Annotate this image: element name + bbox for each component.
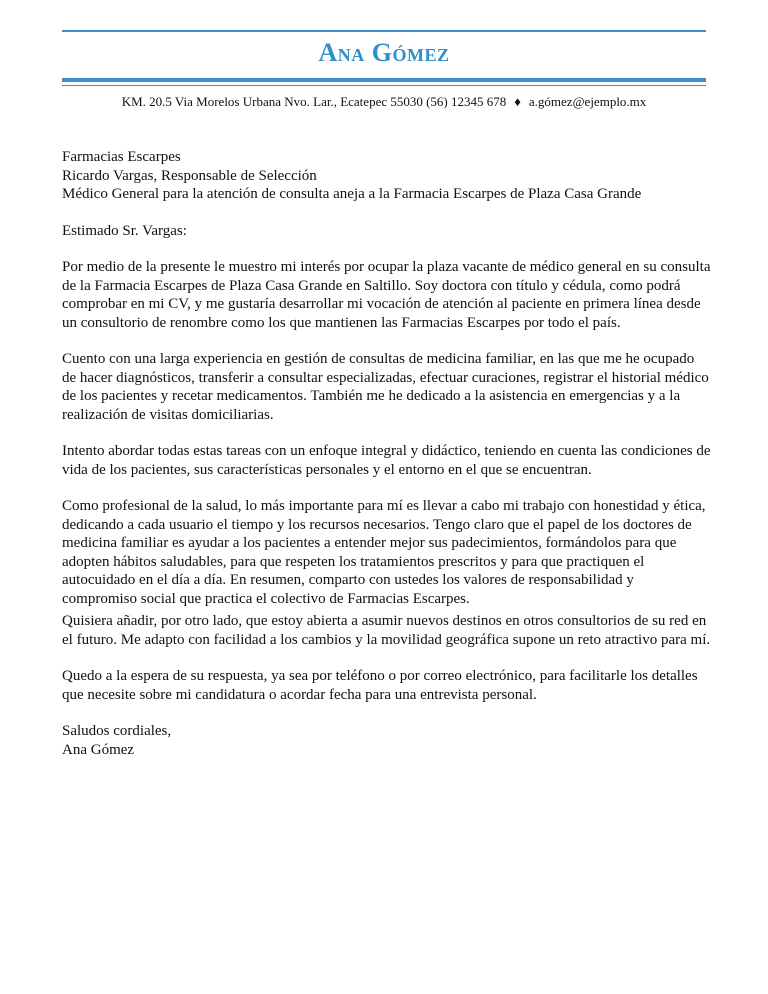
- recipient-contact: Ricardo Vargas, Responsable de Selección: [62, 167, 317, 184]
- recipient-position: Médico General para la atención de consulta aneja a la Farmacia Escarpes de Plaza Casa Grande: [62, 186, 642, 202]
- contact-line: [62, 94, 706, 110]
- paragraph-4: Como profesional de la salud, lo más importante para mí es llevar a cabo mi trabajo con honestidad y ética, dedicando a cada usuario el tiempo y los recursos necesarios. Tengo claro que el papel de los doctores de medicina familiar es ayudar a los pacientes a entender mejor sus padecimientos, formándolos para que adopten hábitos saludables, para que respeten los tratamientos prescritos y para que practiquen el autocuidado en el día a día. En resumen, comparto con ustedes los valores de responsabilidad y compromiso social que practica el colectivo de Farmacias Escarpes.: [62, 498, 706, 607]
- signature-name: Ana Gómez: [62, 741, 135, 758]
- contact-address: KM. 20.5 Via Morelos Urbana Nvo. Lar., Ecatepec 55030 (56) 12345 678: [121, 94, 507, 109]
- header-top-rule: [62, 30, 706, 32]
- contact-email: a.gómez@ejemplo.mx: [528, 94, 647, 109]
- header-thick-rule: [62, 78, 706, 82]
- paragraph-5: Quisiera añadir, por otro lado, que estoy abierta a asumir nuevos destinos en otros consultorios de su red en el futuro. Me adapto con facilidad a los cambios y la movilidad geográfica supone un reto atractivo para mí.: [62, 613, 711, 648]
- paragraph-3: Intento abordar todas estas tareas con un enfoque integral y didáctico, teniendo en cuenta las condiciones de vida de los pacientes, sus características personales y el entorno en el que se encuentran.: [62, 443, 711, 478]
- letter-body: [62, 148, 712, 759]
- header-thin-rule: [62, 85, 706, 86]
- recipient-company: Farmacias Escarpes: [62, 149, 181, 165]
- paragraph-6: Quedo a la espera de su respuesta, ya sea por teléfono o por correo electrónico, para facilitarle los detalles que necesite sobre mi candidatura o acordar fecha para una entrevista personal.: [62, 668, 698, 703]
- salutation: Estimado Sr. Vargas:: [62, 222, 187, 239]
- applicant-name: Ana Gómez: [318, 38, 450, 67]
- paragraph-2: Cuento con una larga experiencia en gestión de consultas de medicina familiar, en las que me he ocupado de hacer diagnósticos, transferir a consultar especializadas, efectuar curaciones, registrar el historial médico de los pacientes y recetar medicamentos. También me he dedicado a la asistencia en emergencias y a la realización de visitas domiciliarias.: [62, 351, 709, 423]
- paragraph-1: Por medio de la presente le muestro mi interés por ocupar la plaza vacante de médico general en su consulta de la Farmacia Escarpes de Plaza Casa Grande en Saltillo. Soy doctora con título y cédula, como podrá comprobar en mi CV, y me gustaría desarrollar mi vocación de atención al paciente en primera línea desde un consultorio de renombre como los que mantienen las Farmacias Escarpes por todo el país.: [62, 259, 711, 331]
- closing: Saludos cordiales,: [62, 723, 172, 739]
- diamond-separator-icon: ♦: [514, 94, 521, 109]
